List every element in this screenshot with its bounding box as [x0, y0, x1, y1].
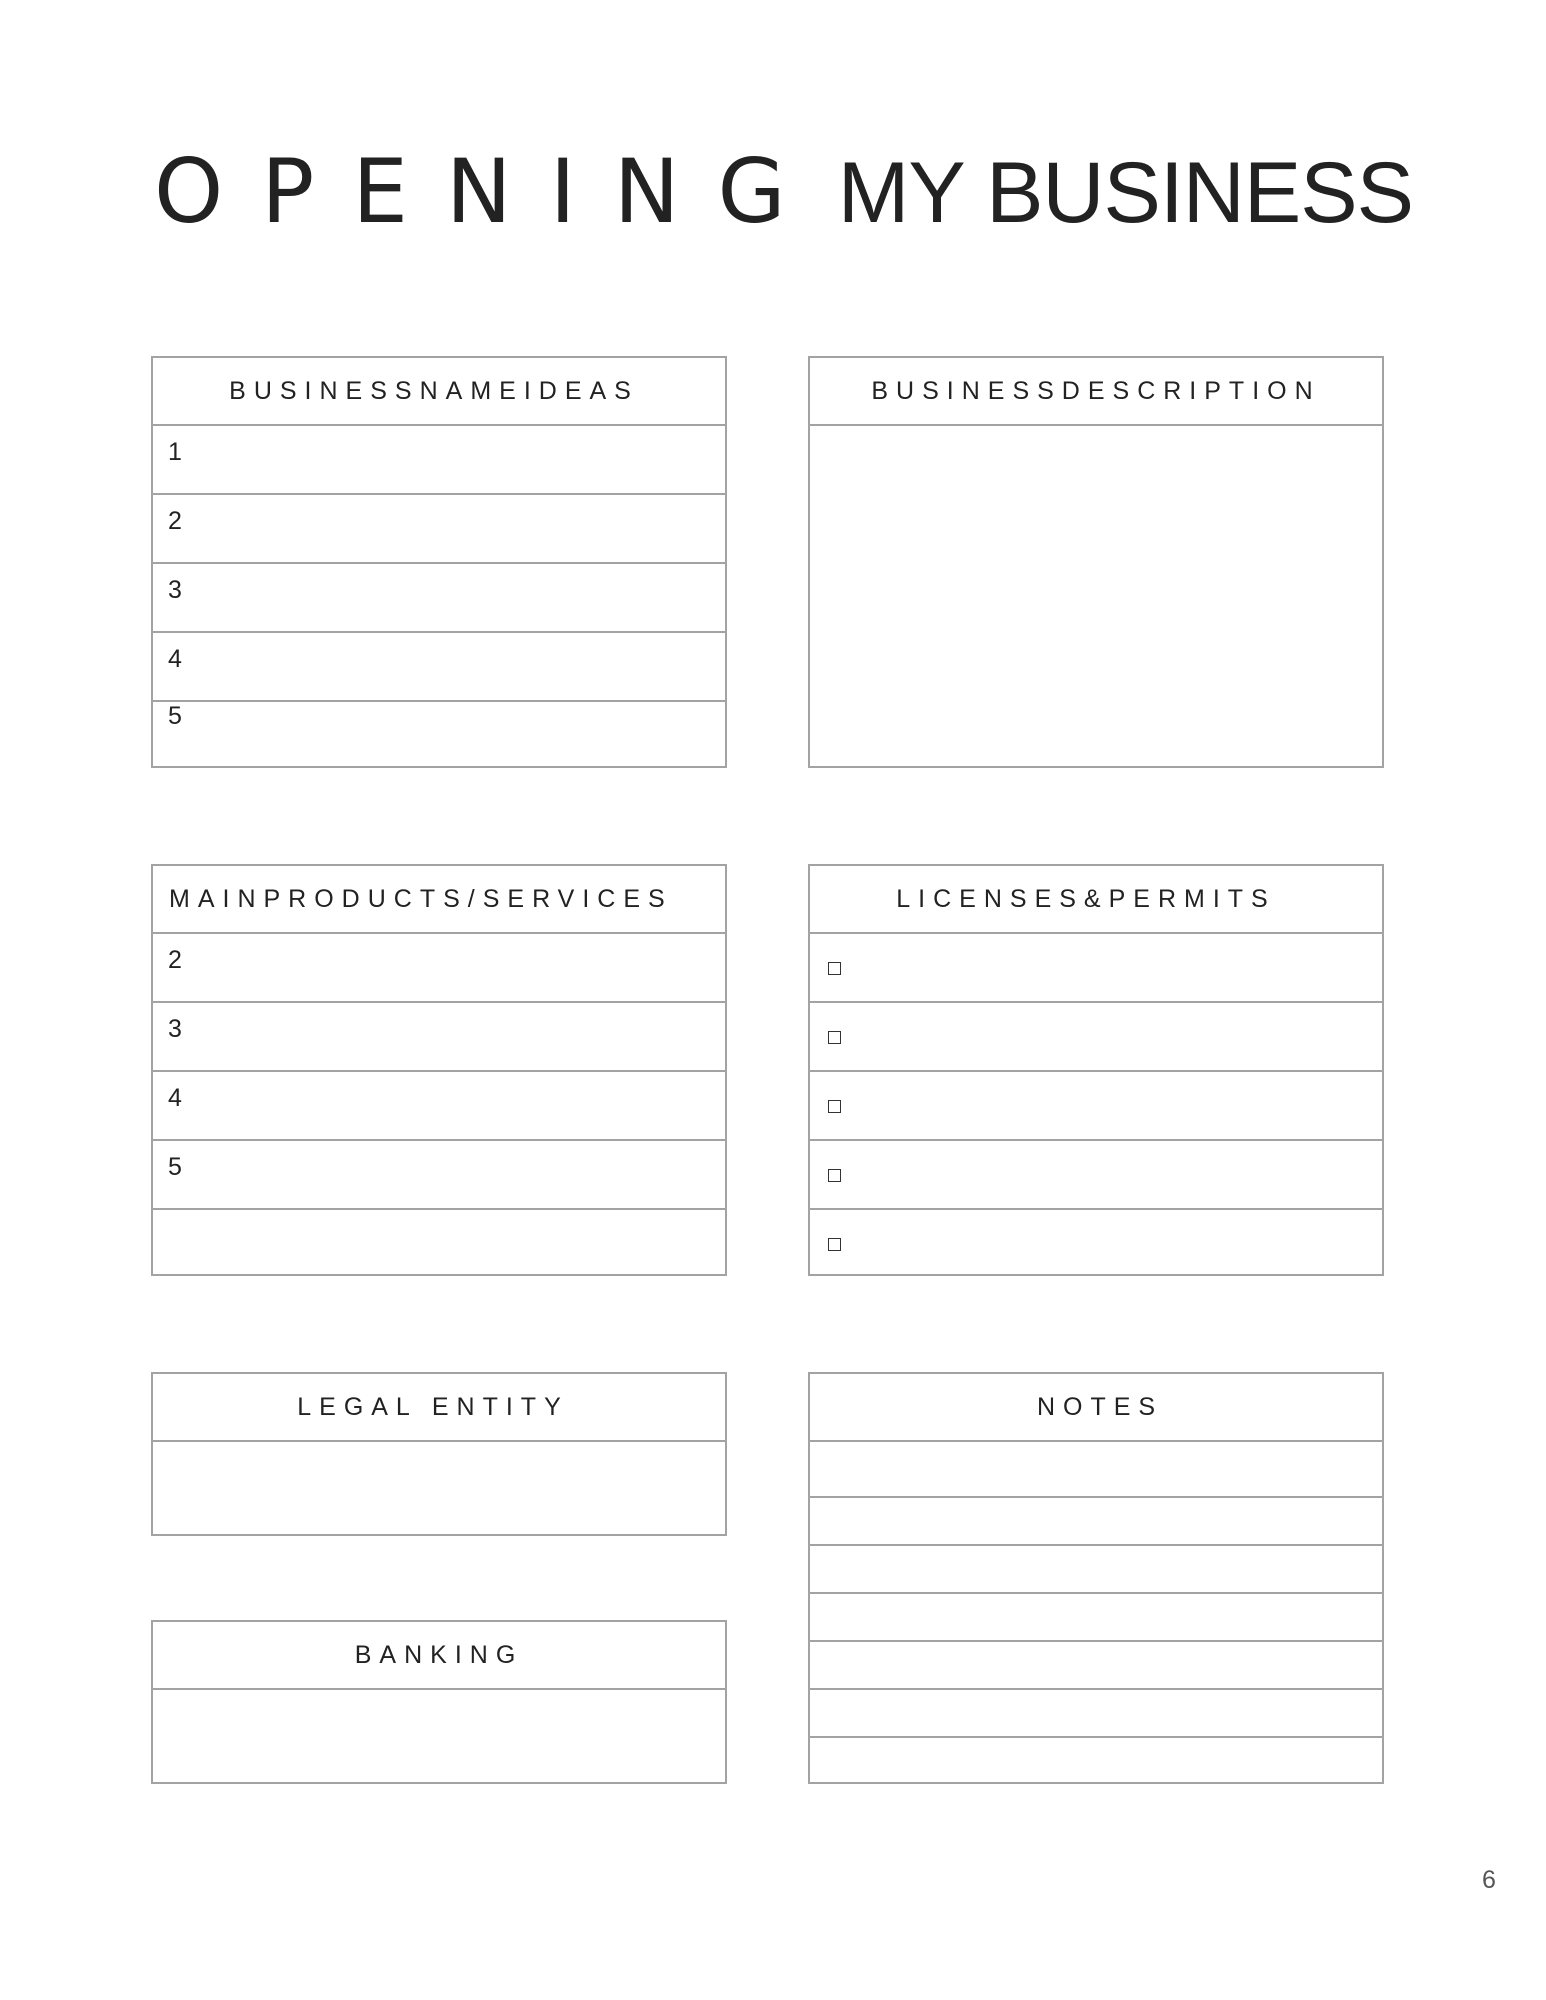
business-description-box — [808, 356, 1384, 768]
notes-line[interactable] — [810, 1498, 1382, 1546]
notes-heading: NOTES — [810, 1374, 1382, 1442]
licenses-permits-box — [808, 864, 1384, 1276]
checkbox-icon[interactable] — [828, 1169, 841, 1182]
business-description-area[interactable] — [810, 426, 1382, 766]
name-idea-row-2[interactable]: 2 — [153, 495, 725, 564]
product-row-1[interactable]: 2 — [153, 934, 725, 1003]
legal-entity-area[interactable] — [153, 1442, 725, 1534]
banking-box — [151, 1620, 727, 1784]
product-row-4[interactable]: 5 — [153, 1141, 725, 1210]
license-row[interactable] — [810, 1141, 1382, 1210]
license-row[interactable] — [810, 1072, 1382, 1141]
legal-entity-box — [151, 1372, 727, 1536]
title-opening: OPENING — [154, 140, 824, 243]
notes-line[interactable] — [810, 1594, 1382, 1642]
main-products-heading: MAINPRODUCTS/SERVICES — [153, 866, 725, 934]
license-row[interactable] — [810, 1003, 1382, 1072]
checkbox-icon[interactable] — [828, 1238, 841, 1251]
legal-entity-heading: LEGAL ENTITY — [153, 1374, 725, 1442]
notes-line[interactable] — [810, 1442, 1382, 1498]
notes-line[interactable] — [810, 1546, 1382, 1594]
main-products-box — [151, 864, 727, 1276]
business-description-heading: BUSINESSDESCRIPTION — [810, 358, 1382, 426]
business-name-ideas-heading: BUSINESSNAMEIDEAS — [153, 358, 725, 426]
name-idea-row-5[interactable]: 5 — [168, 702, 182, 730]
product-row-5[interactable] — [153, 1210, 725, 1279]
product-row-2[interactable]: 3 — [153, 1003, 725, 1072]
title-my-business: MY BUSINESS — [837, 145, 1413, 241]
name-idea-row-1[interactable]: 1 — [153, 426, 725, 495]
license-row[interactable] — [810, 934, 1382, 1003]
notes-line[interactable] — [810, 1690, 1382, 1738]
notes-box — [808, 1372, 1384, 1784]
business-name-ideas-box — [151, 356, 727, 768]
page-title — [154, 140, 1413, 243]
checkbox-icon[interactable] — [828, 1031, 841, 1044]
name-idea-row-4[interactable]: 4 — [153, 633, 725, 702]
product-row-3[interactable]: 4 — [153, 1072, 725, 1141]
banking-area[interactable] — [153, 1690, 725, 1782]
checkbox-icon[interactable] — [828, 962, 841, 975]
page-number: 6 — [1482, 1866, 1496, 1894]
licenses-permits-heading: LICENSES&PERMITS — [810, 866, 1382, 934]
banking-heading: BANKING — [153, 1622, 725, 1690]
notes-line[interactable] — [810, 1642, 1382, 1690]
license-row[interactable] — [810, 1210, 1382, 1279]
name-idea-row-3[interactable]: 3 — [153, 564, 725, 633]
checkbox-icon[interactable] — [828, 1100, 841, 1113]
notes-line[interactable] — [810, 1738, 1382, 1786]
